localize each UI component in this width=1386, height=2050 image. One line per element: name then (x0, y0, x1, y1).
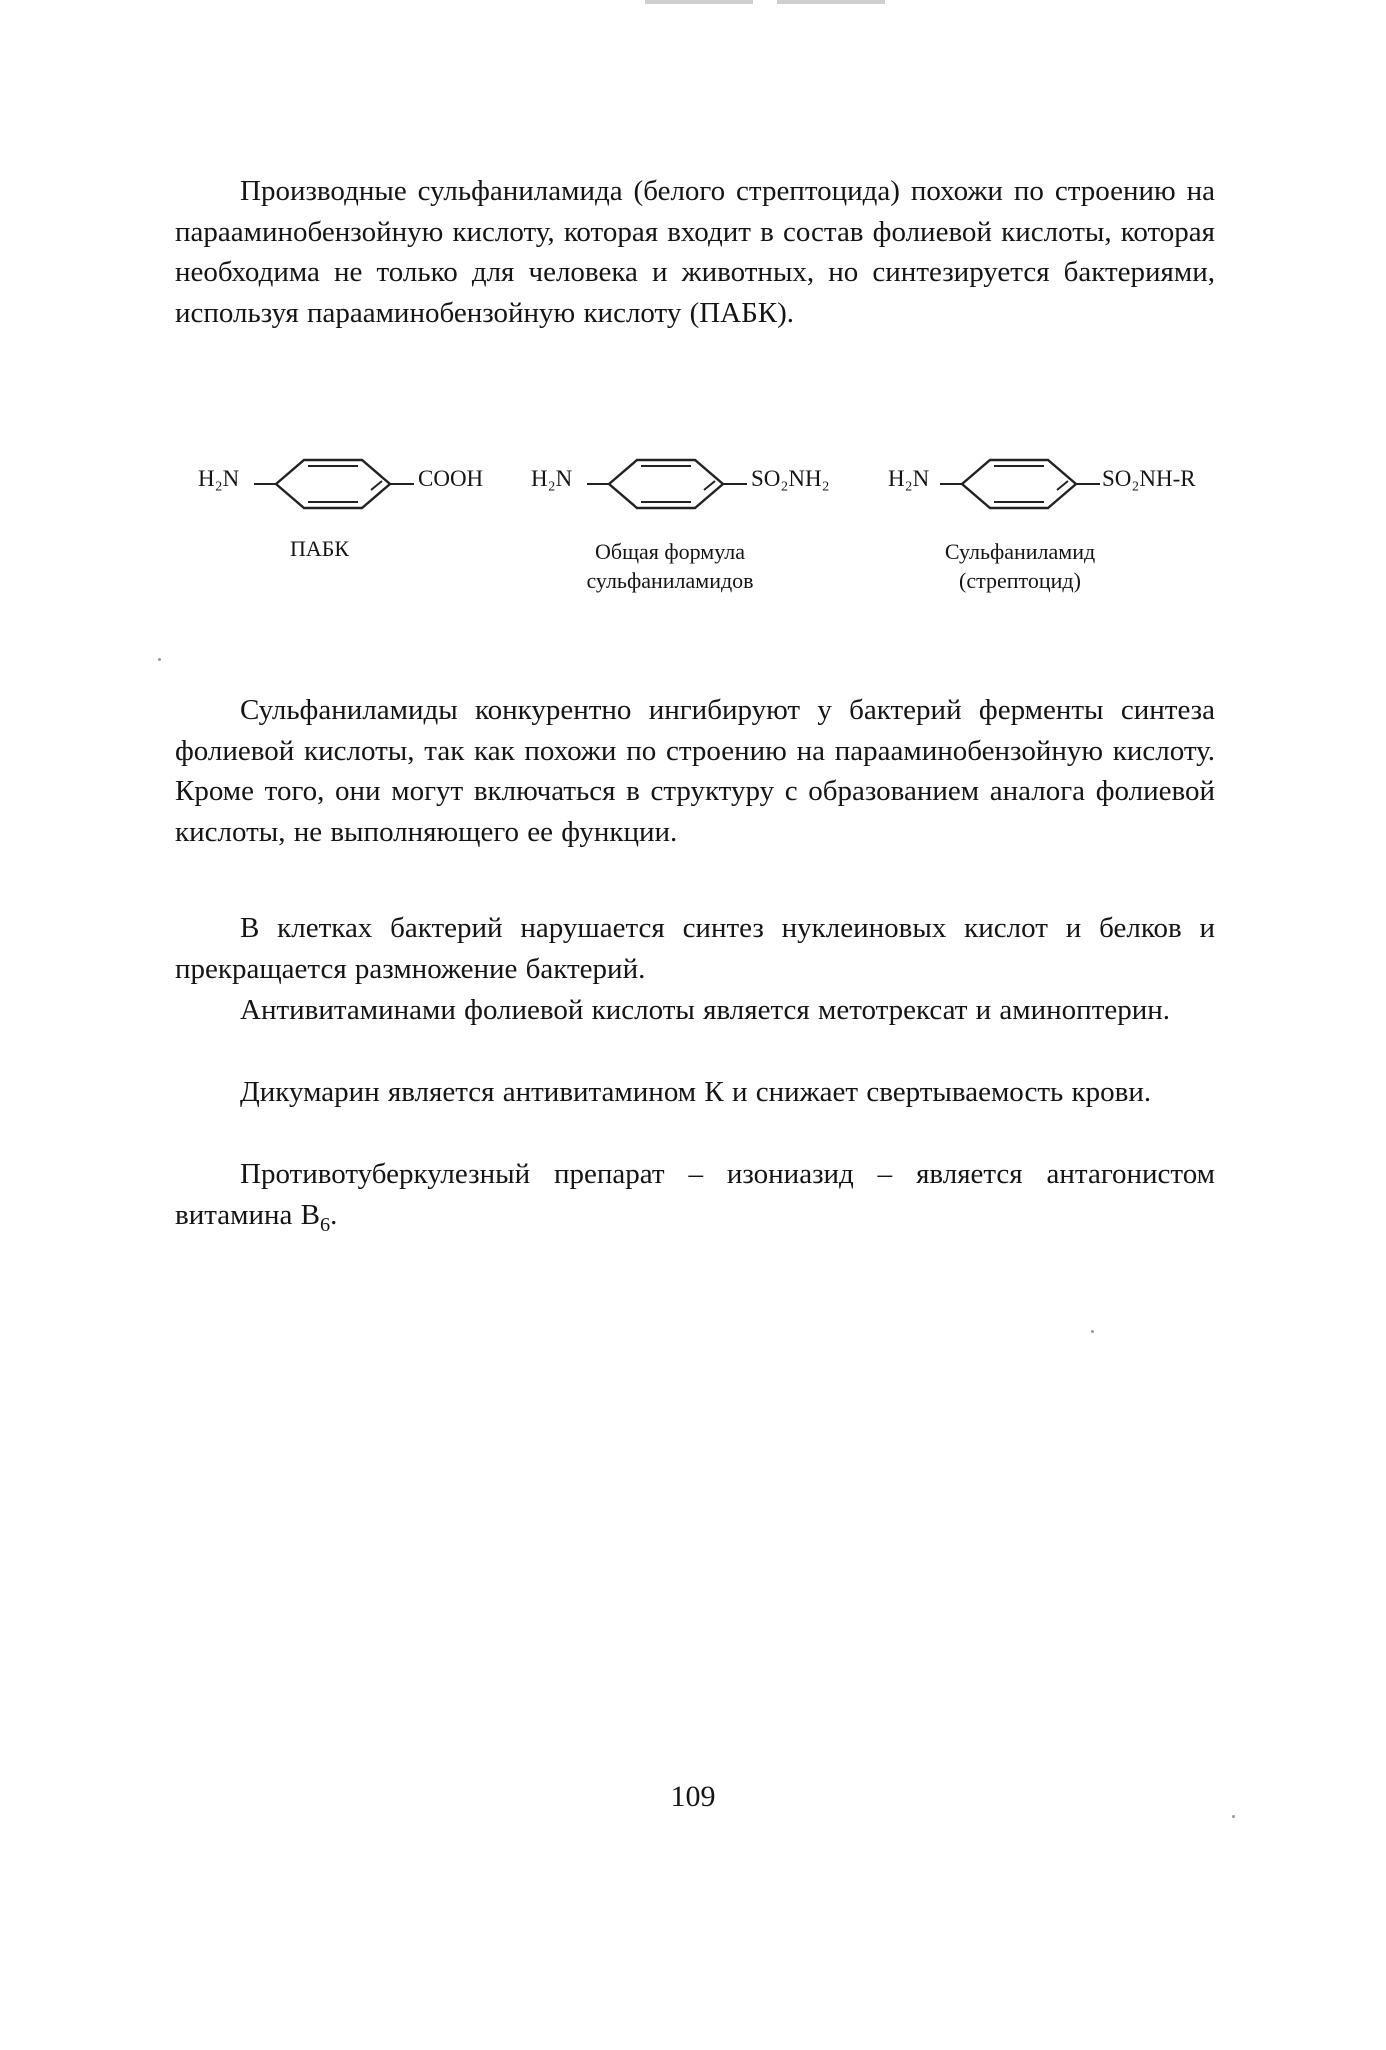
benzene-ring-icon (940, 454, 1100, 510)
caption-general-line-1: Общая формула (594, 539, 746, 564)
formula-general-left-group: H₂N (531, 466, 573, 491)
formula-paba-left-group: H₂N (198, 466, 240, 491)
formula-sulfanilamides-general (531, 454, 861, 510)
paragraph-intro: Производные сульфаниламида (белого стрептоцида) похожи по строению на парааминобензойную кислоту, которая входит в состав фолиевой кислоты, которая необходима не только для человека и животных, но синтезируется бактериями, используя парааминобензойную кислоту (ПАБК). (175, 175, 1215, 329)
caption-general-formula (555, 537, 785, 595)
vitamin-b-subscript: 6 (319, 1213, 331, 1236)
formula-streptocide-left-group: H₂N (888, 466, 930, 491)
paragraph-dicoumarin: Дикумарин является антивитамином К и снижает свертываемость крови. (240, 1076, 1152, 1108)
page-number: 109 (670, 1780, 716, 1813)
paragraph-isoniazid (175, 1154, 1215, 1245)
caption-general-line-2: сульфаниламидов (586, 568, 754, 593)
paragraph-mechanism: Сульфаниламиды конкурентно ингибируют у бактерий ферменты синтеза фолиевой кислоты, так как похожи по строению на парааминобензойную кислоту. Кроме того, они могут включаться в структуру с образованием аналога фолиевой кислоты, не выполняющего ее функции. (175, 694, 1215, 848)
scan-speck (158, 658, 161, 661)
formula-paba-right-group: COOH (418, 466, 484, 491)
formula-general-right-group: SO₂NH₂ (751, 466, 830, 491)
benzene-ring-icon (587, 454, 747, 510)
isoniazid-text: Противотуберкулезный препарат – изониазид – является антагонистом витамина B (175, 1158, 1215, 1231)
scan-speck (1232, 1815, 1235, 1818)
chemical-formulas (198, 454, 1228, 514)
scan-speck (1091, 1330, 1094, 1333)
benzene-ring-icon (254, 454, 414, 510)
formula-streptocide (888, 454, 1233, 510)
caption-paba (290, 534, 349, 563)
formula-paba (198, 454, 498, 510)
isoniazid-period: . (330, 1198, 338, 1231)
scan-edge-mark (645, 0, 885, 4)
caption-streptocide (915, 537, 1125, 595)
caption-streptocide-line-2: (стрептоцид) (959, 568, 1081, 593)
caption-paba-line: ПАБК (290, 536, 350, 561)
paragraph-bacterial-effect: В клетках бактерий нарушается синтез нуклеиновых кислот и белков и прекращается размножение бактерий. (175, 912, 1215, 985)
caption-streptocide-line-1: Сульфаниламид (944, 539, 1096, 564)
paragraph-folate-antivitamins: Антивитаминами фолиевой кислоты является метотрексат и аминоптерин. (240, 994, 1171, 1026)
formula-streptocide-right-group: SO₂NH-R (1102, 466, 1196, 491)
